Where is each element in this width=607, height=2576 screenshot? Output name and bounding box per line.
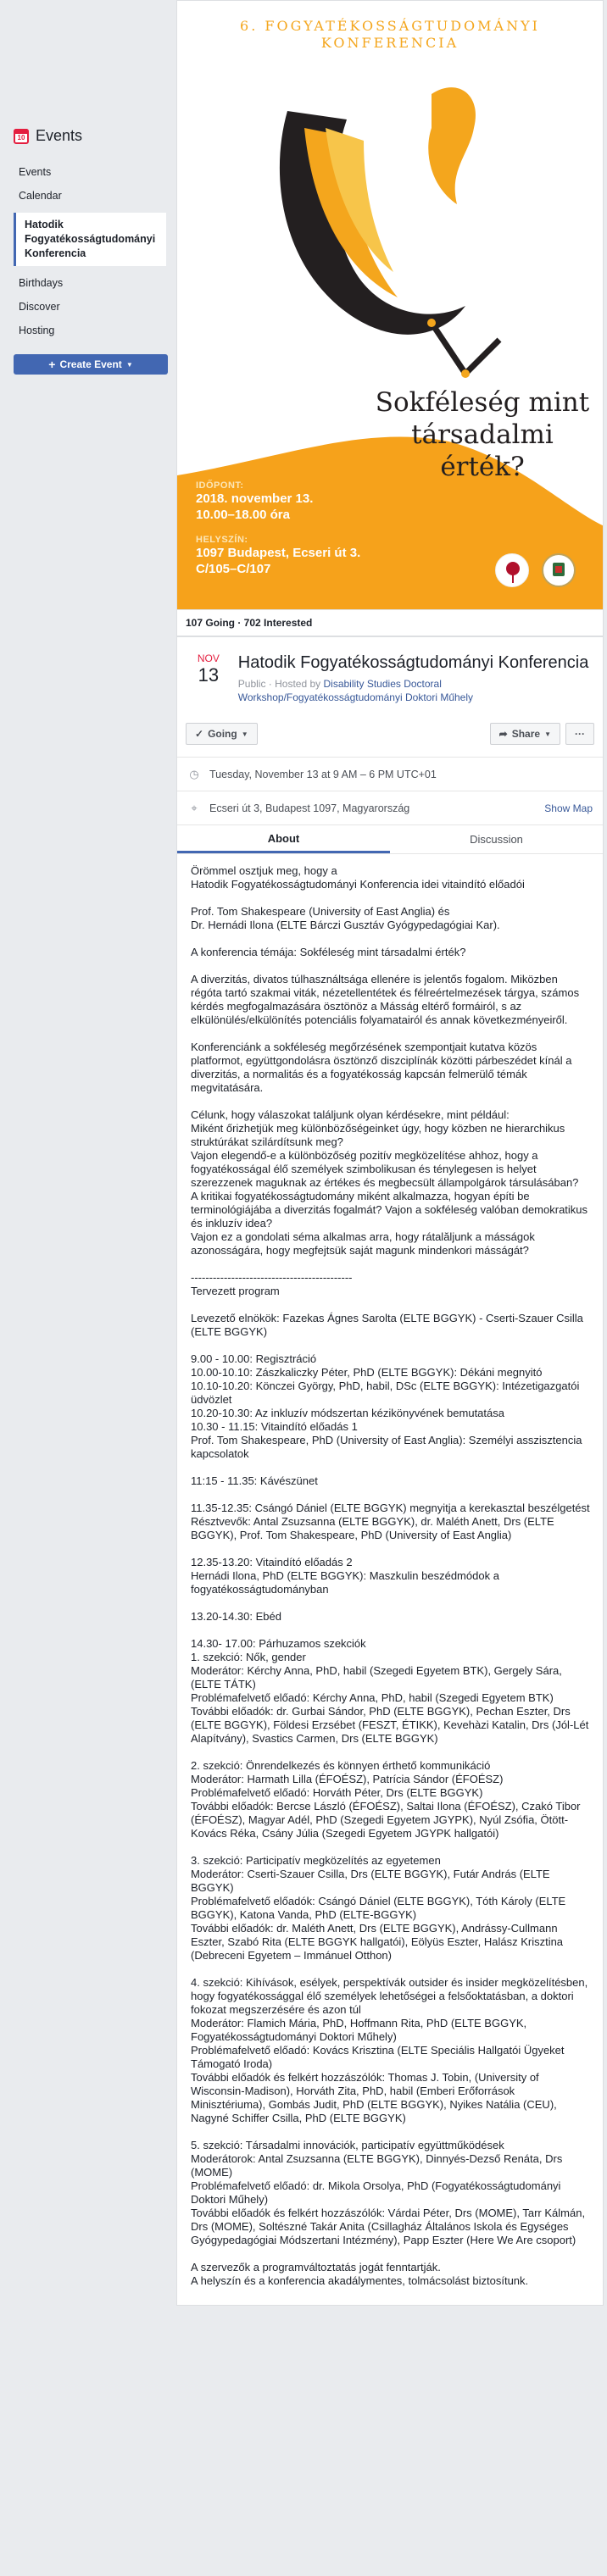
description-line	[191, 1461, 591, 1474]
description-line	[191, 1298, 591, 1312]
share-label: Share	[511, 728, 541, 740]
location-pin-icon: ⌖	[191, 801, 198, 814]
cover-place-label: HELYSZÍN:	[196, 535, 248, 545]
description-line: A konferencia témája: Sokféleség mint társadalmi érték?	[191, 946, 466, 958]
show-map-link[interactable]: Show Map	[544, 802, 593, 814]
description-line: 1. szekció: Nők, gender	[191, 1651, 306, 1663]
description-line: 2. szekció: Önrendelkezés és könnyen érthető kommunikáció	[191, 1759, 491, 1772]
description-line	[191, 1257, 591, 1271]
description-line: Levezető elnökök: Fazekas Ágnes Sarolta (ELTE BGGYK) - Cserti-Szauer Csilla (ELTE BGGYK)	[191, 1312, 587, 1338]
description-line: Problémafelvető előadó: Kovács Krisztina (ELTE Speciális Hallgatói Ügyeket Támogató Iroda)	[191, 2044, 567, 2070]
share-button[interactable]	[490, 723, 560, 745]
description-line: Moderátorok: Antal Zsuzsanna (ELTE BGGYK), Dinnyés-Dezső Renáta, Drs (MOME)	[191, 2152, 565, 2179]
description-line: A helyszín és a konferencia akadálymentes, tolmácsolást biztosítunk.	[191, 2274, 529, 2287]
university-seal-logo	[542, 553, 576, 587]
sidebar-title-label: Events	[36, 127, 83, 144]
create-event-button[interactable]	[14, 354, 168, 375]
cover-time-hours: 10.00–18.00 óra	[196, 508, 290, 522]
description-line: A diverzitás, divatos túlhasználtsága ellenére is jelentős fogalom. Miközben régóta tartó szakmai viták, nézetellentétek és félreértelmezések tárgya, számos kérdés megfogalmazására ösztönöz a Másság eltérő formáiról, s az elkülönülés/elkülönítés potenciális folyamatairól és annak következményeiről.	[191, 973, 582, 1026]
description-line: 10.00-10.10: Zászkaliczky Péter, PhD (ELTE BGGYK): Dékáni megnyitó	[191, 1366, 543, 1379]
tab-about[interactable]: About	[177, 825, 390, 853]
check-icon: ✓	[195, 728, 204, 740]
description-line	[191, 1488, 591, 1502]
caret-down-icon: ▼	[241, 730, 248, 738]
description-line: 13.20-14.30: Ebéd	[191, 1610, 281, 1623]
plus-icon: +	[48, 358, 56, 371]
share-icon: ➦	[498, 728, 508, 740]
description-line: Dr. Hernádi Ilona (ELTE Bárczi Gusztáv Gyógypedagógiai Kar).	[191, 919, 500, 931]
cover-place-address: 1097 Budapest, Ecseri út 3.	[196, 546, 361, 560]
description-line: Moderátor: Harmath Lilla (ÉFOÉSZ), Patrícia Sándor (ÉFOÉSZ)	[191, 1773, 504, 1785]
more-options-button[interactable]: ···	[565, 723, 594, 745]
description-line: Moderátor: Kérchy Anna, PhD, habil (Szegedi Egyetem BTK), Gergely Sára, (ELTE TÁTK)	[191, 1664, 565, 1690]
description-line: További előadók és felkért hozzászólók: Várdai Péter, Drs (MOME), Tarr Kálmán, Drs (MOME), Soltészné Takár Anita (Csillagház Általános Iskola és Egységes Gyógypedagógiai Módszertani Intézmény), Papp Eszter (Here We Are csoport)	[191, 2207, 588, 2246]
cover-heading-line1: 6. FOGYATÉKOSSÁGTUDOMÁNYI	[240, 18, 540, 34]
cover-time-label: IDŐPONT:	[196, 480, 244, 491]
left-sidebar	[0, 127, 175, 375]
description-line	[191, 1963, 591, 1976]
caret-down-icon: ▼	[544, 730, 551, 738]
description-line: További előadók: dr. Maléth Anett, Drs (ELTE BGGYK), Andrássy-Cullmann Eszter, Szabó Rita (ELTE BGGYK hallgatói), Eölyüs Eszter, Halász Krisztina (Debreceni Egyetem – Immánuel Otthon)	[191, 1922, 566, 1962]
description-line	[191, 891, 591, 905]
description-line: 14.30- 17.00: Párhuzamos szekciók	[191, 1637, 366, 1650]
description-line: Miként őrizhetjük meg különbözőségeinket úgy, hogy közben ne hierarchikus struktúrákat szilárdítsunk meg?	[191, 1122, 568, 1148]
event-header	[177, 637, 603, 714]
sidebar-item-birthdays[interactable]: Birthdays	[19, 277, 64, 289]
sidebar-title[interactable]	[14, 127, 166, 145]
description-line: Vajon ez a gondolati séma alkalmas arra, hogy rátalăljunk a másságok azonosságára, hogy megfejtsük saját magunk mindenkori másságát?	[191, 1230, 538, 1257]
going-label: Going	[208, 728, 237, 740]
cover-info	[196, 469, 360, 577]
event-location[interactable]: Ecseri út 3, Budapest 1097, Magyarország	[209, 802, 410, 814]
event-description	[177, 854, 603, 2305]
description-line: További előadók: dr. Gurbai Sándor, PhD (ELTE BGGYK), Pechan Eszter, Drs (ELTE BGGYK), Földesi Erzsébet (FESZT, ÉTIKK), Kevehàzi Katalin, Drs (Jól-Lét Alapítvány), Svastics Carmen, Drs (ELTE BGGYK)	[191, 1705, 592, 1745]
event-host-line	[238, 677, 593, 704]
cover-heading-line2: KONFERENCIA	[320, 35, 459, 51]
description-line: Hernádi Ilona, PhD (ELTE BGGYK): Maszkulin beszédmódok a fogyatékosságtudományban	[191, 1569, 503, 1596]
description-line: További előadók és felkért hozzászólók: Thomas J. Tobin, (University of Wisconsin-Madison), Horváth Zita, PhD, habil (Emberi Erőforrások Minisztériuma), Gombás Judit, PhD (ELTE BGGYK), Nyikes Natália (CEU), Nagyné Schiffer Csilla, PhD (ELTE BGGYK)	[191, 2071, 560, 2124]
description-line: Konferenciánk a sokféleség megőrzésének szempontjait kutatva közös platformot, együttgondolásra ösztönző diszciplínák közötti párbeszédet kínál a diverzitás, a normalitás és a fogyatékosság kapcsán felmerülő témák megvitatására.	[191, 1041, 576, 1094]
event-time-row	[177, 758, 603, 791]
cover-slogan: Sokféleség mint társadalmi érték?	[375, 387, 590, 482]
description-line: A szervezők a programváltoztatás jogát fenntartják.	[191, 2261, 441, 2273]
description-line: 11.35-12.35: Csángó Dániel (ELTE BGGYK) megnyitja a kerekasztal beszélgetést	[191, 1502, 590, 1514]
description-line	[191, 1624, 591, 1637]
description-line	[191, 1596, 591, 1610]
organizer-logo	[495, 553, 529, 587]
description-line	[191, 1027, 591, 1041]
event-card	[176, 636, 604, 2306]
description-line	[191, 2125, 591, 2139]
description-line	[191, 1095, 591, 1108]
description-line	[191, 2247, 591, 2261]
description-line: Hatodik Fogyatékosságtudományi Konferencia idei vitaindító előadói	[191, 878, 525, 891]
event-date-badge	[191, 652, 226, 704]
description-line: A kritikai fogyatékosságtudomány miként alkalmazza, hogyan építi be terminológiájába a diverzitás fogalmát? Vajon a sokféleség valóban demokratikus és inkluzív idea?	[191, 1190, 591, 1230]
bird-leg-2	[465, 340, 499, 374]
going-button[interactable]	[186, 723, 258, 745]
description-line: --------------------------------------------	[191, 1271, 353, 1284]
description-line: Problémafelvető előadók: Csángó Dániel (ELTE BGGYK), Tóth Károly (ELTE BGGYK), Katona Vanda, PhD (ELTE-BGGYK)	[191, 1895, 569, 1921]
event-day: 13	[198, 664, 220, 686]
description-line: 5. szekció: Társadalmi innovációk, participatív együttműködések	[191, 2139, 504, 2151]
description-line	[191, 932, 591, 946]
description-line: Tervezett program	[191, 1285, 280, 1297]
create-event-label: Create Event	[59, 358, 122, 370]
description-line: További előadók: Bercse László (ÉFOÉSZ), Saltai Ilona (ÉFOÉSZ), Czakó Tibor (ÉFOÉSZ), Magyar Adél, PhD (Szegedi Egyetem JGYPK), Nyúl Zsófia, Ötött-Kovács Réka, Csány Júlia (Szegedi Egyetem JGYPK hallgatói)	[191, 1800, 584, 1840]
clock-icon: ◷	[189, 767, 199, 780]
description-line: Problémafelvető előadó: Kérchy Anna, PhD, habil (Szegedi Egyetem BTK)	[191, 1691, 554, 1704]
event-cover-photo[interactable]	[176, 0, 604, 610]
sidebar-item-current-event[interactable]: Hatodik Fogyatékosságtudományi Konferencia	[14, 213, 166, 266]
description-line	[191, 959, 591, 973]
description-line: Moderátor: Flamich Mária, PhD, Hoffmann Rita, PhD (ELTE BGGYK, Fogyatékosságtudományi Doktori Műhely)	[191, 2017, 530, 2043]
event-month: NOV	[197, 652, 220, 664]
cover-place-rooms: C/105–C/107	[196, 562, 271, 576]
sidebar-item-discover[interactable]: Discover	[19, 301, 60, 313]
cover-time-date: 2018. november 13.	[196, 491, 314, 506]
event-title: Hatodik Fogyatékosságtudományi Konferencia	[237, 653, 589, 672]
description-line: 12.35-13.20: Vitaindító előadás 2	[191, 1556, 353, 1568]
description-line: Moderátor: Cserti-Szauer Csilla, Drs (ELTE BGGYK), Futár András (ELTE BGGYK)	[191, 1868, 554, 1894]
description-line: 9.00 - 10.00: Regisztráció	[191, 1352, 317, 1365]
event-actions	[177, 714, 603, 758]
description-line: 3. szekció: Participatív megközelítés az egyetemen	[191, 1854, 441, 1867]
description-line	[191, 1746, 591, 1759]
description-line: 4. szekció: Kihívások, esélyek, perspektívák outsider és insider megközelítésben, hogy fogyatékossággal élő személyek lehetőségei a felsőoktatásban, a doktori fokozat megszerzésére és azon túl	[191, 1976, 591, 2016]
description-line: Problémafelvető előadó: Horváth Péter, Drs (ELTE BGGYK)	[191, 1786, 483, 1799]
description-line: Célunk, hogy válaszokat találjunk olyan kérdésekre, mint például:	[191, 1108, 510, 1121]
description-line	[191, 1840, 591, 1854]
sidebar-item-hosting[interactable]: Hosting	[19, 325, 55, 336]
caret-down-icon: ▼	[125, 360, 133, 369]
description-line: 11:15 - 11.35: Kávészünet	[191, 1474, 318, 1487]
main-column	[176, 0, 604, 2306]
description-line	[191, 1339, 591, 1352]
event-tabs	[177, 825, 603, 854]
bird-head	[428, 87, 476, 204]
event-privacy: Public · Hosted by	[237, 678, 321, 690]
event-time: Tuesday, November 13 at 9 AM – 6 PM UTC+01	[209, 768, 437, 780]
bird-leg-1	[432, 323, 465, 374]
event-location-row	[177, 791, 603, 825]
description-line: 10.20-10.30: Az inkluzív módszertan kézikönyvének bemutatása	[191, 1407, 504, 1419]
description-line: Vajon elegendő-e a különbözőség pozitív megközelítése ahhoz, hogy a fogyatékosságal élő személyek szimbolikusan és ténylegesen is helyet szerezzenek maguknak az értékes és megbecsült állampolgárok társulásában?	[191, 1149, 579, 1189]
bird-joint-1	[461, 369, 470, 378]
event-host-link[interactable]: Disability Studies Doctoral Workshop/Fogyatékosságtudományi Doktori Műhely	[237, 678, 474, 703]
calendar-icon	[14, 129, 29, 144]
description-line: Prof. Tom Shakespeare, PhD (University of East Anglia): Személyi asszisztencia kapcsolatok	[191, 1434, 586, 1460]
description-line: Résztvevők: Antal Zsuzsanna (ELTE BGGYK), dr. Maléth Anett, Drs (ELTE BGGYK), Prof. Tom Shakespeare, PhD (University of East Anglia)	[191, 1515, 558, 1541]
bird-joint-2	[427, 319, 436, 327]
description-line: 10.10-10.20: Könczei György, PhD, habil, DSc (ELTE BGGYK): Intézetigazgatói üdvözlet	[191, 1380, 582, 1406]
description-line	[191, 1542, 591, 1556]
tab-discussion[interactable]: Discussion	[470, 833, 523, 846]
sidebar-item-calendar[interactable]: Calendar	[19, 190, 62, 202]
sidebar-item-events[interactable]: Events	[19, 166, 52, 178]
attendance-stats[interactable]: 107 Going · 702 Interested	[176, 610, 604, 636]
description-line: Prof. Tom Shakespeare (University of East Anglia) és	[191, 905, 450, 918]
description-line: 10.30 - 11.15: Vitaindító előadás 1	[191, 1420, 358, 1433]
description-line: Problémafelvető előadó: dr. Mikola Orsolya, PhD (Fogyatékosságtudományi Doktori Műhely)	[191, 2179, 565, 2206]
description-line: Örömmel osztjuk meg, hogy a	[191, 864, 337, 877]
